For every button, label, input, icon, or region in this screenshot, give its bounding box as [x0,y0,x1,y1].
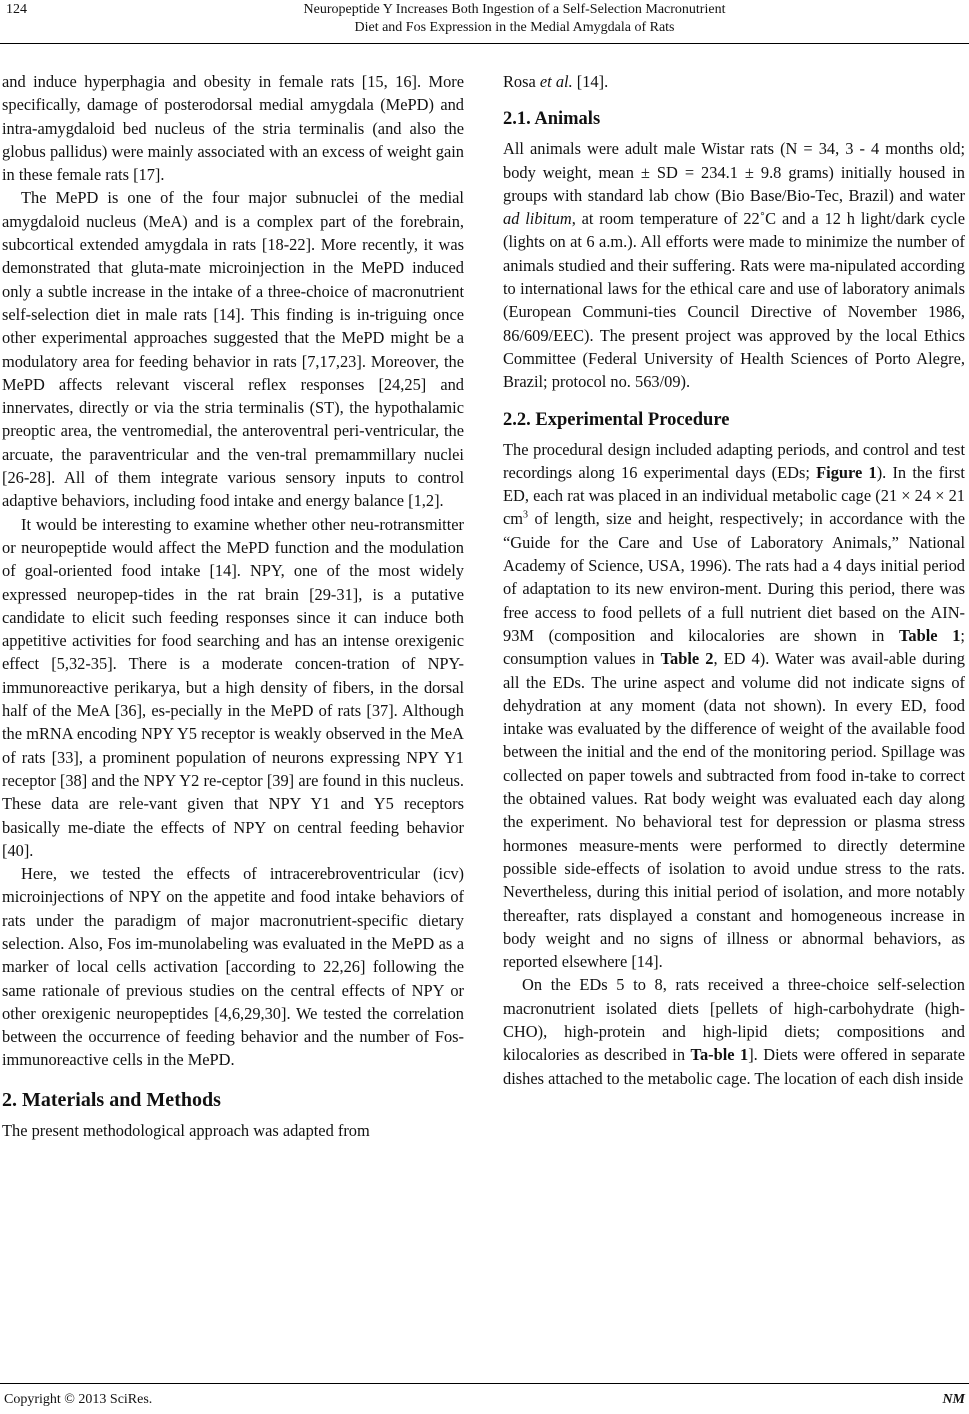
table-1-reference-2: Ta-ble 1 [690,1045,749,1065]
header-divider [0,43,969,44]
paragraph-aims: Here, we tested the effects of intracerebroventricular (icv) microinjections of NPY on the appetite and food intake behaviors of rats under the paradigm of major macronutrient-specific dietary selection. Also, Fos im-munolabeling was evaluated in the MePD as a marker of local cells activation [according to 22,26] following the same rationale of previous studies on the central effects of NPY or other orexigenic neuropeptides [4,6,29,30]. We tested the correlation between the occurrence of feeding behavior and the number of Fos-immunoreactive cells in the MePD. [2,864,464,1070]
left-column [2,70,464,1142]
table-2-reference: Table 2 [660,649,714,669]
paragraph-continued: and induce hyperphagia and obesity in female rats [15, 16]. More specifically, damage of posterodorsal medial amygdala (MePD) and intra-amygdaloid bed nucleus of the stria terminalis (and also the globus pallidus) were mainly associated with an excess of weight gain in these female rats [17]. [2,72,464,185]
paragraph-procedure [503,438,965,974]
text-run: Rosa [503,72,540,91]
paragraph-npy: It would be interesting to examine whether other neu-rotransmitter or neuropeptide would affect the MePD function and the modulation of goal-oriented food intake [14]. NPY, one of the most widely expressed neuropep-tides in the rat brain [29-31], is a putative candidate to elicit such feeding responses since it can induce both appetitive activities for food searching and has an intense orexigenic effect [5,32-35]. There is a moderate concen-tration of NPY-immunoreactive perikarya, but a high density of fibers, in the dorsal half of the MeA [36], es-pecially in the MePD of rats [37]. Although the mRNA encoding NPY Y5 receptor is weakly observed in the MeA of rats [33], a prominent population of neurons expressing NPY Y1 receptor [38] and the NPY Y2 re-ceptor [39] are found in this nucleus. These data are rele-vant given that NPY Y1 and Y5 receptors basically me-diate the effects of NPY on central feeding behavior [40]. [2,514,464,860]
text-run: [14]. [572,72,609,91]
section-heading-methods: 2. Materials and Methods [2,1088,221,1111]
paragraph-diets [503,973,965,1089]
text-run: The procedural design included adapting periods, and control and test recordings along 16 experimental days (EDs; [503,439,965,482]
subsection-heading-procedure: 2.2. Experimental Procedure [503,409,730,430]
paragraph-mepd: The MePD is one of the four major subnuclei of the medial amygdaloid nucleus (MeA) and is a complex part of the forebrain, subcortical extended amygdala in rats [18-22]. More recently, it was demonstrated that gluta-mate microinjection in the MePD induced only a subtle increase in the intake of a three-choice of macronutrient self-selection diet in male rats [14]. This finding is in-triguing once other experimental approaches suggested that the MePD might be a modulatory area for feeding behavior in rats [7,17,23]. Moreover, the MePD affects relevant visceral reflex responses [24,25] and innervates, directly or via the stria terminalis (ST), the hypothalamic preoptic area, the ventromedial, the anteroventral peri-ventricular, the arcuate, the paraventricular and the ven-tral premammillary nuclei [26-28]. All of them integrate various sensory inputs to control adaptive behaviors, including food intake and energy balance [1,2]. [2,188,464,511]
running-header [0,0,969,44]
text-run: ]. Diets were offered in separate dishes attached to the metabolic cage. The location of each dish inside [503,1045,965,1088]
page-number: 124 [6,2,27,17]
italic-ad-libitum: ad libitum [503,209,572,229]
paragraph-animals [503,137,965,393]
running-title-line-1: Neuropeptide Y Increases Both Ingestion of a Self-Selection Macronutrient [303,2,726,17]
figure-1-reference: Figure 1 [816,462,877,482]
running-title [60,1,969,37]
table-1-reference: Table 1 [898,625,961,645]
subsection-heading-animals: 2.1. Animals [503,109,601,130]
text-run: , ED 4). Water was avail-able during all the EDs. The urine aspect and volume did not indicate signs of dehydration at any moment (data not shown). In every ED, food intake was evaluated by the difference of weight of the available food between the initial and the end of the monitoring period. Spillage was collected on paper towels and subtracted from food in-take to correct the obtained values. Rat body weight was evaluated each day along the experiment. No behavioral test for depression or plasma stress hormones measure-ments were performed to directly determine possible side-effects of isolation to avoid undue stress to the rats. Nevertheless, during this initial period of isolation, and more notably thereafter, rats displayed a constant and homogeneous increase in body weight and no signs of illness or abnormal behaviors, as reported elsewhere [14]. [503,649,965,972]
text-run: ; consumption values in [503,625,965,669]
journal-abbreviation: NM [942,1392,965,1407]
running-title-line-2: Diet and Fos Expression in the Medial Amygdala of Rats [354,20,675,35]
text-run: ). In the first ED, each rat was placed in an individual metabolic cage (21 × 24 × 21 cm [503,462,965,529]
footer-divider [0,1383,969,1384]
text-run: of length, size and height, respectively; in accordance with the “Guide for the Care and Use of Laboratory Animals,” National Academy of Science, USA, 1996). The rats had a 4 days initial period of adaptation to its new environ-ment. During this period, there was free access to food pellets of a full nutrient diet based on the AIN-93M (composition and kilocalories are shown in [503,509,965,645]
superscript-3: 3 [523,509,529,521]
text-run: All animals were adult male Wistar rats (N = 34, 3 - 4 months old; body weight, mean ± SD = 234.1 ± 9.8 grams) initially housed in groups with standard lab chow (Bio Base/Bio-Tec, Brazil) and water [503,139,965,205]
copyright-notice: Copyright © 2013 SciRes. [4,1392,153,1407]
paragraph-methods-intro-continued [503,70,965,93]
right-column [503,70,965,1090]
paragraph-methods-intro: The present methodological approach was adapted from [2,1120,370,1140]
italic-et-al: et al. [539,72,573,91]
text-run: On the EDs 5 to 8, rats received a three-choice self-selection macronutrient isolated diets [pellets of high-carbohydrate (high-CHO), high-protein and high-lipid diets; compositions and kilocalories as described in [503,975,965,1065]
text-run: , at room temperature of 22˚C and a 12 h light/dark cycle (lights on at 6 a.m.). All efforts were made to minimize the number of animals studied and their suffering. Rats were ma-nipulated according to international laws for the ethical care and use of laboratory animals (European Communi-ties Council Directive of November 1986, 86/609/EEC). The present project was approved by the local Ethics Committee (Federal University of Health Sciences of Porto Alegre, Brazil; protocol no. 563/09). [503,209,965,392]
